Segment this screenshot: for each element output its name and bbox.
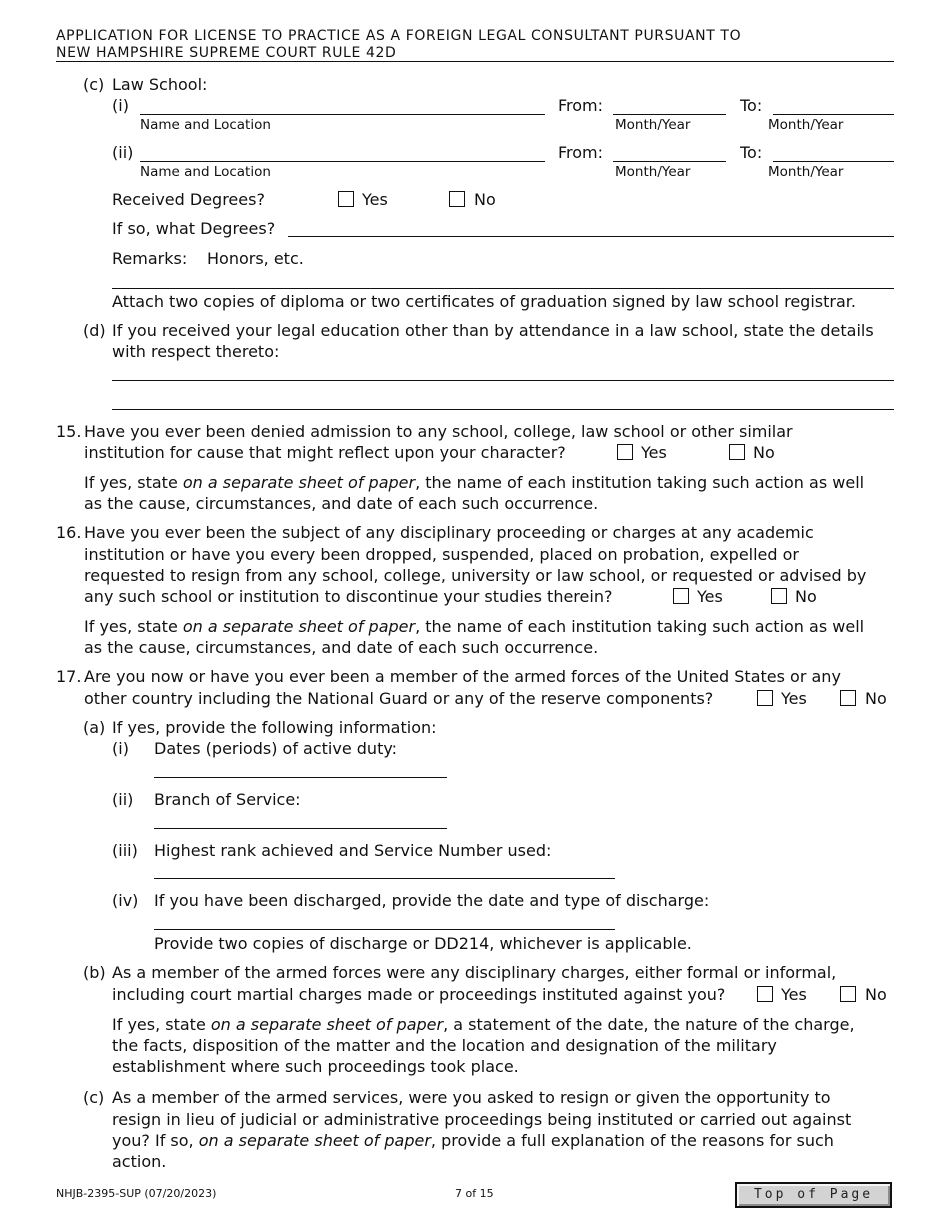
q17c-line1: As a member of the armed services, were you asked to resign or given the opportunity to bbox=[112, 1088, 831, 1107]
legal-education-marker: (d) bbox=[83, 321, 106, 340]
question-16-number: 16. bbox=[56, 523, 82, 542]
legal-education-line1: If you received your legal education other than by attendance in a law school, state the details bbox=[112, 321, 874, 340]
question-17-line2: other country including the National Guard or any of the reserve components? bbox=[84, 689, 714, 708]
no-label: No bbox=[865, 689, 887, 708]
branch-field[interactable] bbox=[154, 828, 447, 829]
form-title-line1: APPLICATION FOR LICENSE TO PRACTICE AS A FOREIGN LEGAL CONSULTANT PURSUANT TO bbox=[56, 28, 742, 44]
degrees-no-checkbox[interactable] bbox=[449, 191, 465, 207]
question-15-line2: institution for cause that might reflect upon your character? bbox=[84, 443, 566, 462]
form-id: NHJB-2395-SUP (07/20/2023) bbox=[56, 1187, 217, 1200]
received-degrees-label: Received Degrees? bbox=[112, 190, 265, 209]
question-16-line3: requested to resign from any school, college, university or law school, or requested or advised by bbox=[84, 566, 867, 585]
q17a-marker: (a) bbox=[83, 718, 106, 737]
q17a-item-1-text: Dates (periods) of active duty: bbox=[154, 739, 398, 758]
what-degrees-label: If so, what Degrees? bbox=[112, 219, 276, 238]
month-year-caption: Month/Year bbox=[768, 117, 844, 133]
month-year-caption: Month/Year bbox=[615, 117, 691, 133]
q17c-line2: resign in lieu of judicial or administrative proceedings being instituted or carried out against bbox=[112, 1110, 852, 1129]
law-school-2-from-field[interactable] bbox=[613, 161, 726, 162]
q17b-instruction-line2: the facts, disposition of the matter and the location and designation of the military bbox=[112, 1036, 777, 1055]
law-school-2-name-field[interactable] bbox=[140, 161, 545, 162]
law-school-2-to-field[interactable] bbox=[773, 161, 894, 162]
legal-education-field-2[interactable] bbox=[112, 409, 894, 410]
q17a-item-4-marker: (iv) bbox=[112, 891, 139, 910]
law-school-title: Law School: bbox=[112, 75, 208, 94]
q15-yes-checkbox[interactable] bbox=[617, 444, 633, 460]
to-label: To: bbox=[740, 96, 763, 115]
q17a-item-3-marker: (iii) bbox=[112, 841, 138, 860]
q17b-line2: including court martial charges made or proceedings instituted against you? bbox=[112, 985, 726, 1004]
q17a-item-2-marker: (ii) bbox=[112, 790, 134, 809]
yes-label: Yes bbox=[697, 587, 723, 606]
attach-diploma-note: Attach two copies of diploma or two certificates of graduation signed by law school registrar. bbox=[112, 292, 856, 311]
q15-no-checkbox[interactable] bbox=[729, 444, 745, 460]
discharge-note: Provide two copies of discharge or DD214, whichever is applicable. bbox=[154, 934, 692, 953]
name-location-caption: Name and Location bbox=[140, 117, 271, 133]
question-16-line4: any such school or institution to discontinue your studies therein? bbox=[84, 587, 613, 606]
q17a-text: If yes, provide the following information: bbox=[112, 718, 437, 737]
q17a-item-2-text: Branch of Service: bbox=[154, 790, 301, 809]
question-16-instruction-line1: If yes, state on a separate sheet of paper, the name of each institution taking such action as well bbox=[84, 617, 865, 636]
form-title-line2: NEW HAMPSHIRE SUPREME COURT RULE 42D bbox=[56, 45, 397, 61]
law-school-1-to-field[interactable] bbox=[773, 114, 894, 115]
yes-label: Yes bbox=[781, 689, 807, 708]
question-15-line1: Have you ever been denied admission to any school, college, law school or other similar bbox=[84, 422, 793, 441]
q17c-marker: (c) bbox=[83, 1088, 105, 1107]
q17a-item-4-text: If you have been discharged, provide the date and type of discharge: bbox=[154, 891, 710, 910]
law-school-marker: (c) bbox=[83, 75, 105, 94]
question-16-line1: Have you ever been the subject of any disciplinary proceeding or charges at any academic bbox=[84, 523, 814, 542]
yes-label: Yes bbox=[781, 985, 807, 1004]
q17a-item-3-text: Highest rank achieved and Service Number used: bbox=[154, 841, 552, 860]
question-17-number: 17. bbox=[56, 667, 82, 686]
remarks-label: Remarks: bbox=[112, 249, 188, 268]
rank-field[interactable] bbox=[154, 878, 615, 879]
no-label: No bbox=[753, 443, 775, 462]
yes-label: Yes bbox=[362, 190, 388, 209]
no-label: No bbox=[795, 587, 817, 606]
top-of-page-button[interactable]: Top of Page bbox=[735, 1182, 892, 1208]
from-label: From: bbox=[558, 96, 604, 115]
header-rule bbox=[56, 61, 894, 62]
question-15-instruction-line1: If yes, state on a separate sheet of paper, the name of each institution taking such action as well bbox=[84, 473, 865, 492]
q17-yes-checkbox[interactable] bbox=[757, 690, 773, 706]
question-17-line1: Are you now or have you ever been a member of the armed forces of the United States or any bbox=[84, 667, 841, 686]
q17b-instruction-line3: establishment where such proceedings took place. bbox=[112, 1057, 519, 1076]
q16-yes-checkbox[interactable] bbox=[673, 588, 689, 604]
q17-no-checkbox[interactable] bbox=[840, 690, 856, 706]
month-year-caption: Month/Year bbox=[768, 164, 844, 180]
q17b-yes-checkbox[interactable] bbox=[757, 986, 773, 1002]
q17c-line4: action. bbox=[112, 1152, 167, 1171]
q17b-instruction-line1: If yes, state on a separate sheet of paper, a statement of the date, the nature of the charge, bbox=[112, 1015, 855, 1034]
discharge-field[interactable] bbox=[154, 929, 615, 930]
q16-no-checkbox[interactable] bbox=[771, 588, 787, 604]
yes-label: Yes bbox=[641, 443, 667, 462]
q17c-line3: you? If so, on a separate sheet of paper, provide a full explanation of the reasons for such bbox=[112, 1131, 834, 1150]
degrees-yes-checkbox[interactable] bbox=[338, 191, 354, 207]
from-label: From: bbox=[558, 143, 604, 162]
q17a-item-1-marker: (i) bbox=[112, 739, 129, 758]
degrees-field[interactable] bbox=[288, 236, 894, 237]
page-number: 7 of 15 bbox=[455, 1187, 494, 1200]
law-school-1-name-field[interactable] bbox=[140, 114, 545, 115]
no-label: No bbox=[474, 190, 496, 209]
legal-education-field-1[interactable] bbox=[112, 380, 894, 381]
active-duty-field[interactable] bbox=[154, 777, 447, 778]
name-location-caption: Name and Location bbox=[140, 164, 271, 180]
law-school-entry-2-marker: (ii) bbox=[112, 143, 134, 162]
q17b-line1: As a member of the armed forces were any disciplinary charges, either formal or informal, bbox=[112, 963, 837, 982]
honors-label: Honors, etc. bbox=[207, 249, 304, 268]
no-label: No bbox=[865, 985, 887, 1004]
law-school-1-from-field[interactable] bbox=[613, 114, 726, 115]
remarks-field[interactable] bbox=[112, 288, 894, 289]
month-year-caption: Month/Year bbox=[615, 164, 691, 180]
question-15-instruction-line2: as the cause, circumstances, and date of each such occurrence. bbox=[84, 494, 599, 513]
to-label: To: bbox=[740, 143, 763, 162]
q17b-no-checkbox[interactable] bbox=[840, 986, 856, 1002]
q17b-marker: (b) bbox=[83, 963, 106, 982]
law-school-entry-1-marker: (i) bbox=[112, 96, 129, 115]
question-16-line2: institution or have you every been dropped, suspended, placed on probation, expelled or bbox=[84, 545, 799, 564]
question-15-number: 15. bbox=[56, 422, 82, 441]
legal-education-line2: with respect thereto: bbox=[112, 342, 280, 361]
question-16-instruction-line2: as the cause, circumstances, and date of each such occurrence. bbox=[84, 638, 599, 657]
